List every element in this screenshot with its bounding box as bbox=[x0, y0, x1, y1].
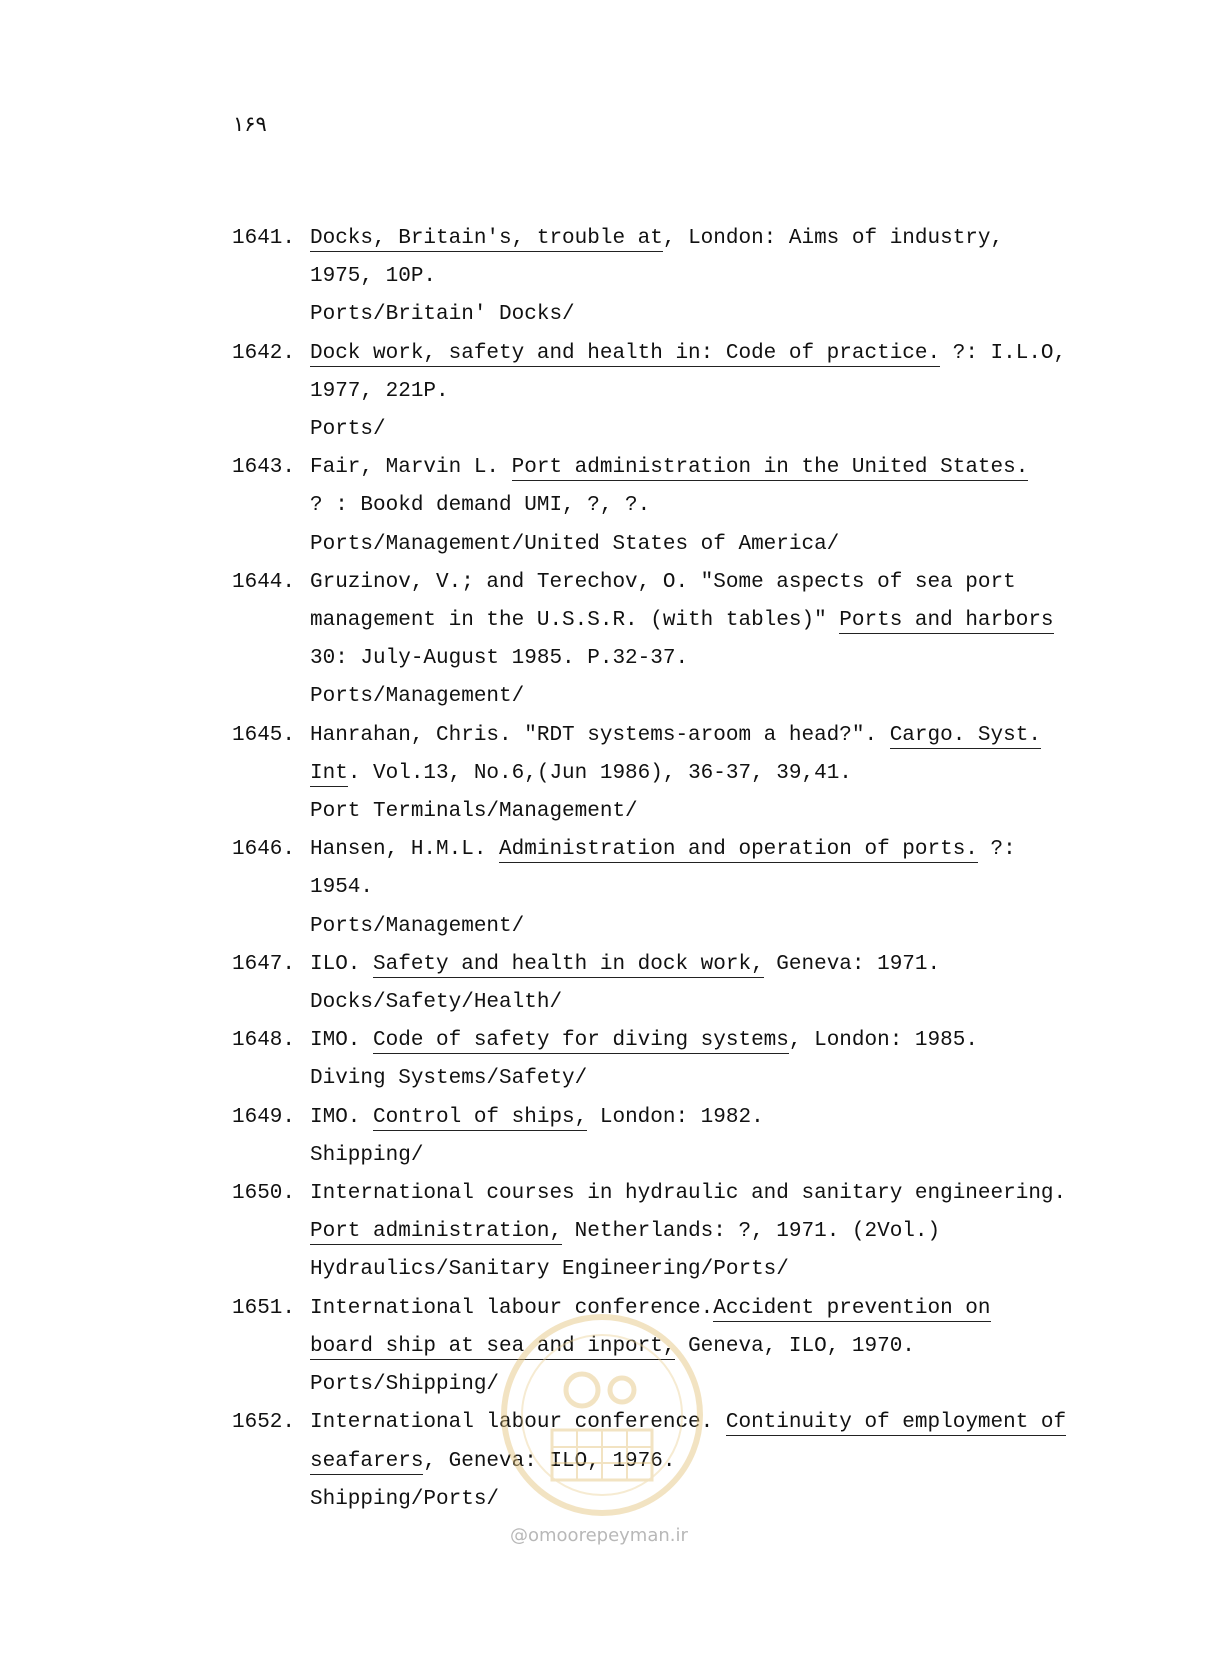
entry-line bbox=[310, 487, 1092, 525]
entry-line bbox=[310, 869, 1092, 907]
entry-number: 1650. bbox=[232, 1182, 296, 1206]
entry-text: Shipping/Ports/ bbox=[310, 1487, 500, 1511]
entry-text: Ports/Management/United States of America/ bbox=[310, 532, 840, 556]
entry-line bbox=[310, 908, 1092, 946]
entry-line bbox=[310, 831, 1092, 869]
entry-text: , Geneva: ILO, 1976. bbox=[423, 1449, 676, 1473]
entry-number: 1645. bbox=[232, 723, 296, 747]
entry-number: 1644. bbox=[232, 570, 296, 594]
entry-text: Ports/Management/ bbox=[310, 914, 525, 938]
bibliography-entry bbox=[232, 335, 1092, 450]
bibliography-entry bbox=[232, 831, 1092, 946]
entry-text: ? : Bookd demand UMI, ?, ?. bbox=[310, 494, 651, 518]
underlined-title: Dock work, safety and health in: Code of practice. bbox=[310, 341, 941, 365]
bibliography-entry bbox=[232, 717, 1092, 832]
underlined-title: Control of ships, bbox=[373, 1105, 588, 1129]
bibliography-entry bbox=[232, 1175, 1092, 1290]
entry-text: ?: I.L.O, bbox=[940, 341, 1067, 365]
entry-line bbox=[310, 1137, 1092, 1175]
entry-text: . Vol.13, No.6,(Jun 1986), 36-37, 39,41. bbox=[347, 761, 852, 785]
entry-text: Hanrahan, Chris. "RDT systems-aroom a head?". bbox=[310, 723, 890, 747]
entry-body bbox=[310, 564, 1092, 717]
entry-body bbox=[310, 946, 1092, 1022]
entry-body bbox=[310, 1022, 1092, 1098]
entry-text: Geneva: 1971. bbox=[763, 952, 941, 976]
underlined-title: Safety and health in dock work, bbox=[373, 952, 764, 976]
entry-line bbox=[310, 373, 1092, 411]
entry-line bbox=[310, 449, 1092, 487]
entry-text: Hydraulics/Sanitary Engineering/Ports/ bbox=[310, 1258, 789, 1282]
entry-text: Ports/ bbox=[310, 418, 386, 442]
entry-line bbox=[310, 678, 1092, 716]
bibliography-entry bbox=[232, 220, 1092, 335]
entry-text: Netherlands: ?, 1971. (2Vol.) bbox=[562, 1220, 941, 1244]
underlined-title: Int bbox=[310, 761, 348, 785]
entry-number: 1646. bbox=[232, 838, 296, 862]
entry-text: management in the U.S.S.R. (with tables)" bbox=[310, 609, 840, 633]
underlined-title: Accident prevention on bbox=[713, 1296, 991, 1320]
entry-line bbox=[310, 602, 1092, 640]
entry-line bbox=[310, 717, 1092, 755]
entry-line bbox=[310, 1060, 1092, 1098]
entry-body bbox=[310, 220, 1092, 335]
entry-line bbox=[310, 1099, 1092, 1137]
entry-text: Port Terminals/Management/ bbox=[310, 800, 638, 824]
entry-line bbox=[310, 220, 1092, 258]
entry-line bbox=[310, 755, 1092, 793]
entry-line bbox=[310, 258, 1092, 296]
entry-text: , London: Aims of industry, bbox=[662, 227, 1004, 250]
entry-line bbox=[310, 296, 1092, 334]
entry-text: ?: bbox=[977, 838, 1016, 862]
entry-text: Shipping/ bbox=[310, 1143, 424, 1167]
entry-text: Hansen, H.M.L. bbox=[310, 838, 500, 862]
entry-text: London: 1982. bbox=[587, 1105, 764, 1129]
entry-text: IMO. bbox=[310, 1105, 374, 1129]
entry-line bbox=[310, 1175, 1092, 1213]
entry-text: Gruzinov, V.; and Terechov, O. "Some aspects of sea port bbox=[310, 570, 1016, 594]
entry-body bbox=[310, 717, 1092, 832]
page-number: ۱۶۹ bbox=[233, 112, 267, 136]
bibliography-entry bbox=[232, 946, 1092, 1022]
entry-text: Ports/Management/ bbox=[310, 685, 525, 709]
entry-text: Fair, Marvin L. bbox=[310, 456, 512, 480]
entry-text: ILO. bbox=[310, 952, 374, 976]
entry-line bbox=[310, 411, 1092, 449]
watermark-logo bbox=[497, 1310, 707, 1520]
entry-text: International labour conference. bbox=[310, 1411, 726, 1435]
entry-number: 1643. bbox=[232, 456, 296, 480]
underlined-title: Port administration, bbox=[310, 1220, 563, 1244]
entry-text: , London: 1985. bbox=[788, 1029, 978, 1053]
entry-text: 30: July-August 1985. P.32-37. bbox=[310, 647, 689, 671]
entry-number: 1651. bbox=[232, 1296, 296, 1320]
entry-number: 1648. bbox=[232, 1029, 296, 1053]
entry-body bbox=[310, 1175, 1092, 1290]
entry-line bbox=[310, 1022, 1092, 1060]
entry-number: 1642. bbox=[232, 341, 296, 365]
entry-line bbox=[310, 793, 1092, 831]
bibliography-entry bbox=[232, 1099, 1092, 1175]
bibliography-entry bbox=[232, 449, 1092, 564]
entry-number: 1647. bbox=[232, 952, 296, 976]
entry-text: 1975, 10P. bbox=[310, 265, 437, 289]
entry-text: Docks/Safety/Health/ bbox=[310, 991, 563, 1015]
entry-text: 1954. bbox=[310, 876, 374, 900]
entry-line bbox=[310, 335, 1092, 373]
underlined-title: seafarers bbox=[310, 1449, 424, 1473]
entry-text: 1977, 221P. bbox=[310, 379, 449, 403]
underlined-title: Cargo. Syst. bbox=[889, 723, 1041, 747]
underlined-title: Ports and harbors bbox=[839, 609, 1054, 633]
entry-line bbox=[310, 640, 1092, 678]
entry-number: 1649. bbox=[232, 1105, 296, 1129]
entry-body bbox=[310, 449, 1092, 564]
entry-text: Diving Systems/Safety/ bbox=[310, 1067, 588, 1091]
entry-text: Ports/Shipping/ bbox=[310, 1373, 500, 1397]
entry-number: 1652. bbox=[232, 1411, 296, 1435]
entry-text: Ports/Britain' Docks/ bbox=[310, 303, 575, 327]
entry-number: 1641. bbox=[232, 227, 296, 250]
entry-body bbox=[310, 831, 1092, 946]
underlined-title: Continuity of employment of bbox=[725, 1411, 1067, 1435]
entry-text: Geneva, ILO, 1970. bbox=[675, 1334, 915, 1358]
entry-text: International courses in hydraulic and sanitary engineering. bbox=[310, 1182, 1067, 1206]
entry-line bbox=[310, 1251, 1092, 1289]
entry-text: IMO. bbox=[310, 1029, 374, 1053]
entry-line bbox=[310, 946, 1092, 984]
entry-line bbox=[310, 984, 1092, 1022]
underlined-title: board ship at sea and inport, bbox=[310, 1334, 676, 1358]
bibliography-entry bbox=[232, 564, 1092, 717]
underlined-title: Docks, Britain's, trouble at bbox=[310, 227, 663, 250]
entry-body bbox=[310, 1099, 1092, 1175]
bibliography-entry bbox=[232, 1022, 1092, 1098]
watermark-text: @omoorepeyman.ir bbox=[510, 1525, 688, 1546]
entry-line bbox=[310, 564, 1092, 602]
entry-text: International labour conference. bbox=[310, 1296, 714, 1320]
entry-body bbox=[310, 335, 1092, 450]
underlined-title: Code of safety for diving systems bbox=[373, 1029, 789, 1053]
underlined-title: Port administration in the United States. bbox=[511, 456, 1029, 480]
underlined-title: Administration and operation of ports. bbox=[499, 838, 978, 862]
entry-line bbox=[310, 1213, 1092, 1251]
entry-line bbox=[310, 526, 1092, 564]
